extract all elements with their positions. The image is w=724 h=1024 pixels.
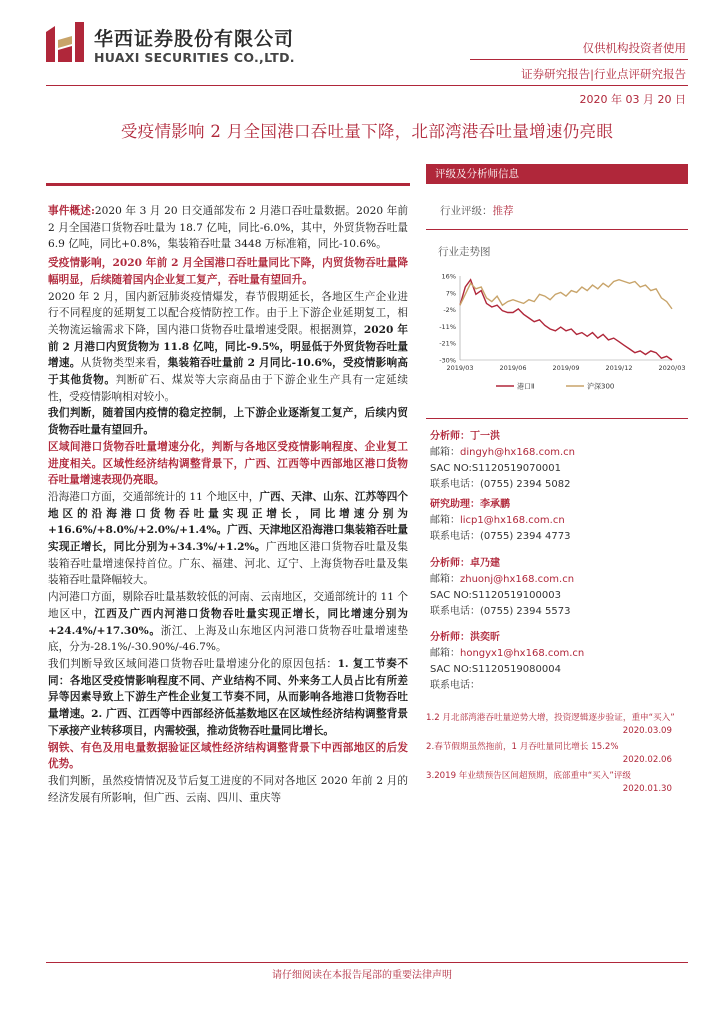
- analyst-name: 丁一洪: [470, 431, 500, 442]
- analyst-line: [430, 572, 688, 588]
- sac-label: SAC NO:: [430, 590, 472, 601]
- analyst-line: [430, 477, 688, 493]
- header-rule: [46, 85, 688, 86]
- related-item[interactable]: [426, 712, 688, 738]
- analyst-line: [430, 513, 688, 529]
- analyst-sac: S1120519080004: [471, 664, 561, 675]
- header-divider: [470, 59, 688, 60]
- series-line-port: [460, 280, 672, 360]
- y-tick-label: -11%: [439, 322, 456, 331]
- email-label: 邮箱：: [430, 574, 460, 585]
- y-tick-label: -21%: [439, 339, 456, 348]
- huaxi-logo-icon: [46, 22, 84, 62]
- analyst-line: [430, 646, 688, 662]
- legend-label: 港口Ⅱ: [517, 382, 535, 391]
- related-item-text[interactable]: 3.2019 年业绩预告区间超预期，底部重申“买入”评级: [426, 771, 631, 781]
- rating-divider: [426, 229, 688, 230]
- report-type: 证券研究报告|行业点评研究报告: [521, 67, 686, 81]
- email-label: 邮箱：: [430, 515, 460, 526]
- y-tick-label: -2%: [443, 306, 456, 315]
- paragraph-2: [48, 289, 408, 406]
- industry-rating: [440, 203, 514, 218]
- p5-text-c: 浙江、上海及山东地区内河港口货物吞吐量增速垫底，分为-28.1%/-30.90%/-46.7%。: [48, 624, 409, 654]
- report-body: [48, 203, 408, 806]
- analyst-line: [430, 445, 688, 461]
- p2-text-c: 从货物类型来看，: [80, 357, 168, 370]
- y-tick-label: 16%: [441, 272, 456, 281]
- chart-divider: [426, 418, 688, 419]
- highlight-1: 受疫情影响，2020 年前 2 月全国港口吞吐量同比下降，内贸货物吞吐量降幅明显，后续随着国内企业复工复产，吞吐量有望回升。: [48, 257, 408, 286]
- paragraph-4: [48, 489, 408, 589]
- company-name-en: HUAXI SECURITIES CO.,LTD.: [94, 50, 295, 65]
- phone-label: 联系电话：: [430, 680, 480, 691]
- p6-text-b: 1. 复工节奏不同：各地区受疫情影响程度不同、产业结构不同、外来务工人员占比有所差异等因素导致上下游生产性企业复工节奏不同，从而影响各地港口货物吞吐量增速。2. 广西、江西等中西部经济低基数地区在区域性经济结构调整背景下承接产业转移项目，内需较强，推动货物吞吐量同比增长。: [48, 657, 408, 737]
- x-tick-label: 2019/06: [499, 364, 527, 372]
- paragraph-6: [48, 656, 408, 740]
- p5-text-a: 内河港口方面，剔除吞吐量基数较低的河南、云南地区，交通部统计的 11 个地区中，: [48, 591, 408, 620]
- highlight-2: 区域间港口货物吞吐量增速分化，判断与各地区受疫情影响程度、企业复工进度相关。区域性经济结构调整背景下，广西、江西等中西部地区港口货物吞吐量增速表现仍亮眼。: [48, 440, 408, 487]
- trend-title: 行业走势图: [438, 246, 491, 258]
- event-text: 2020 年 3 月 20 日交通部发布 2 月港口吞吐量数据。2020 年前 2 月全国港口货物吞吐量为 18.7 亿吨，同比-6.0%，其中，外贸货物吞吐量 6.9 亿吨，同比+0.8%，集装箱吞吐量 3448 万标准箱，同比-10.6%。: [48, 205, 408, 251]
- paragraph-3: 我们判断，随着国内疫情的稳定控制，上下游企业逐渐复工复产，后续内贸货物吞吐量有望回升。: [48, 407, 408, 437]
- rating-section-header: 评级及分析师信息: [426, 164, 688, 184]
- paragraph-5: [48, 589, 408, 656]
- related-item-date: 2020.01.30: [622, 784, 672, 794]
- analyst-card: [430, 556, 688, 620]
- y-tick-label: 7%: [445, 289, 456, 298]
- legal-footer: 请仔细阅读在本报告尾部的重要法律声明: [272, 970, 452, 981]
- report-title: 受疫情影响 2 月全国港口吞吐量下降，北部湾港吞吐量增速仍亮眼: [120, 122, 614, 141]
- p2-text-d: 集装箱吞吐量前 2 月同比-10.6%，受疫情影响高于其他货物。: [48, 357, 409, 387]
- y-tick-label: -30%: [439, 356, 456, 365]
- related-item-text[interactable]: 1.2 月北部湾港吞吐量逆势大增，投资逻辑逐步验证，重申“买入”: [426, 713, 675, 723]
- analyst-phone: (0755) 2394 5573: [480, 606, 571, 617]
- email-label: 邮箱：: [430, 648, 460, 659]
- p4-text-a: 沿海港口方面，交通部统计的 11 个地区中，: [48, 490, 260, 503]
- analyst-line: [430, 497, 688, 513]
- analyst-card: [430, 630, 688, 694]
- related-item-text[interactable]: 2.春节假期虽然拖前，1 月吞吐量同比增长 15.2%: [426, 742, 619, 752]
- event-summary: [48, 203, 408, 253]
- analyst-name: 李承鹏: [480, 499, 510, 510]
- analyst-role: 分析师：: [430, 431, 470, 442]
- x-tick-label: 2020/03: [658, 364, 686, 372]
- industry-trend-chart: [426, 268, 688, 402]
- footer-rule: [46, 962, 688, 963]
- related-reports: [426, 712, 688, 799]
- report-date: 2020 年 03 月 20 日: [579, 93, 686, 106]
- related-item[interactable]: [426, 741, 688, 767]
- p2-text-b: 2020 年前 2 月港口内贸货物为 11.8 亿吨，同比-9.5%，明显低于外贸货物吞吐量增速。: [48, 323, 408, 370]
- analyst-line: [430, 429, 688, 445]
- sac-label: SAC NO:: [430, 664, 472, 675]
- rating-value: 推荐: [492, 205, 514, 217]
- analyst-role: 分析师：: [430, 632, 470, 643]
- p5-text-b: 江西及广西内河港口货物吞吐量实现正增长，同比增速分别为+24.4%/+17.30%。: [48, 607, 409, 637]
- analyst-line: [430, 556, 688, 572]
- related-item-date: 2020.03.09: [622, 726, 672, 736]
- analyst-email[interactable]: zhuonj@hx168.com.cn: [460, 574, 575, 585]
- p4-text-b: 广西、天津、山东、江苏等四个地区的沿海港口货物吞吐量实现正增长，同比增速分别为+16.6%/+8.0%/+2.0%/+1.4%。广西、天津地区沿海港口集装箱吞吐量实现正增长，同比分别为+34.3%/+1.2%。: [48, 490, 408, 554]
- analyst-email[interactable]: hongyx1@hx168.com.cn: [460, 648, 585, 659]
- analyst-name: 洪奕昕: [470, 632, 500, 643]
- related-item[interactable]: [426, 770, 688, 796]
- rating-label: 行业评级：: [440, 205, 493, 217]
- p6-text-a: 我们判断导致区域间港口货物吞吐量增速分化的原因包括：: [48, 657, 338, 670]
- x-tick-label: 2019/12: [605, 364, 633, 372]
- company-name-cn: 华西证券股份有限公司: [94, 28, 295, 50]
- p4-text-c: 广西地区港口货物吞吐量及集装箱吞吐量增速保持首位。广东、福建、河北、辽宁、上海货物吞吐量及集装箱吞吐量降幅较大。: [48, 541, 408, 587]
- analyst-sac: S1120519100003: [471, 590, 561, 601]
- analyst-email[interactable]: dingyh@hx168.com.cn: [460, 447, 575, 458]
- analyst-phone: (0755) 2394 4773: [480, 531, 571, 542]
- analyst-sac: S1120519070001: [471, 463, 561, 474]
- analyst-line: [430, 604, 688, 620]
- analyst-card: [430, 429, 688, 493]
- phone-label: 联系电话：: [430, 531, 480, 542]
- highlight-3: 钢铁、有色及用电量数据验证区域性经济结构调整背景下中西部地区的后发优势。: [48, 741, 408, 771]
- sac-label: SAC NO:: [430, 463, 472, 474]
- p2-text-e: 判断矿石、煤炭等大宗商品由于下游企业生产具有一定延续性，受疫情影响相对较小。: [48, 374, 409, 403]
- analyst-line: [430, 630, 688, 646]
- analyst-role: 研究助理：: [430, 499, 480, 510]
- analyst-line: [430, 588, 688, 604]
- x-tick-label: 2019/09: [552, 364, 580, 372]
- analyst-line: [430, 678, 688, 694]
- email-label: 邮箱：: [430, 447, 460, 458]
- phone-label: 联系电话：: [430, 606, 480, 617]
- related-item-date: 2020.02.06: [622, 755, 672, 765]
- x-tick-label: 2019/03: [446, 364, 474, 372]
- event-label: 事件概述:: [48, 205, 95, 217]
- paragraph-7: 我们判断，虽然疫情情况及节后复工进度的不同对各地区 2020 年前 2 月的经济发展有所影响，但广西、云南、四川、重庆等: [48, 774, 408, 804]
- analyst-line: [430, 662, 688, 678]
- series-line-hs300: [460, 280, 672, 309]
- audience-note: 仅供机构投资者使用: [582, 41, 686, 55]
- analyst-email[interactable]: licp1@hx168.com.cn: [460, 515, 565, 526]
- phone-label: 联系电话：: [430, 479, 480, 490]
- analyst-card: [430, 497, 688, 545]
- analyst-line: [430, 461, 688, 477]
- title-bar: [46, 183, 410, 186]
- analyst-role: 分析师：: [430, 558, 470, 569]
- analyst-phone: (0755) 2394 5082: [480, 479, 571, 490]
- legend-label: 沪深300: [587, 382, 615, 391]
- p2-text-a: 2020 年 2 月，国内新冠肺炎疫情爆发，春节假期延长，各地区生产企业进行不同程度的延期复工以配合疫情防控工作。由于上下游企业延期复工，相关物流运输需求下降，国内港口货物吞吐量增速受限。根据测算，: [48, 290, 408, 336]
- analyst-line: [430, 529, 688, 545]
- analyst-name: 卓乃建: [470, 558, 500, 569]
